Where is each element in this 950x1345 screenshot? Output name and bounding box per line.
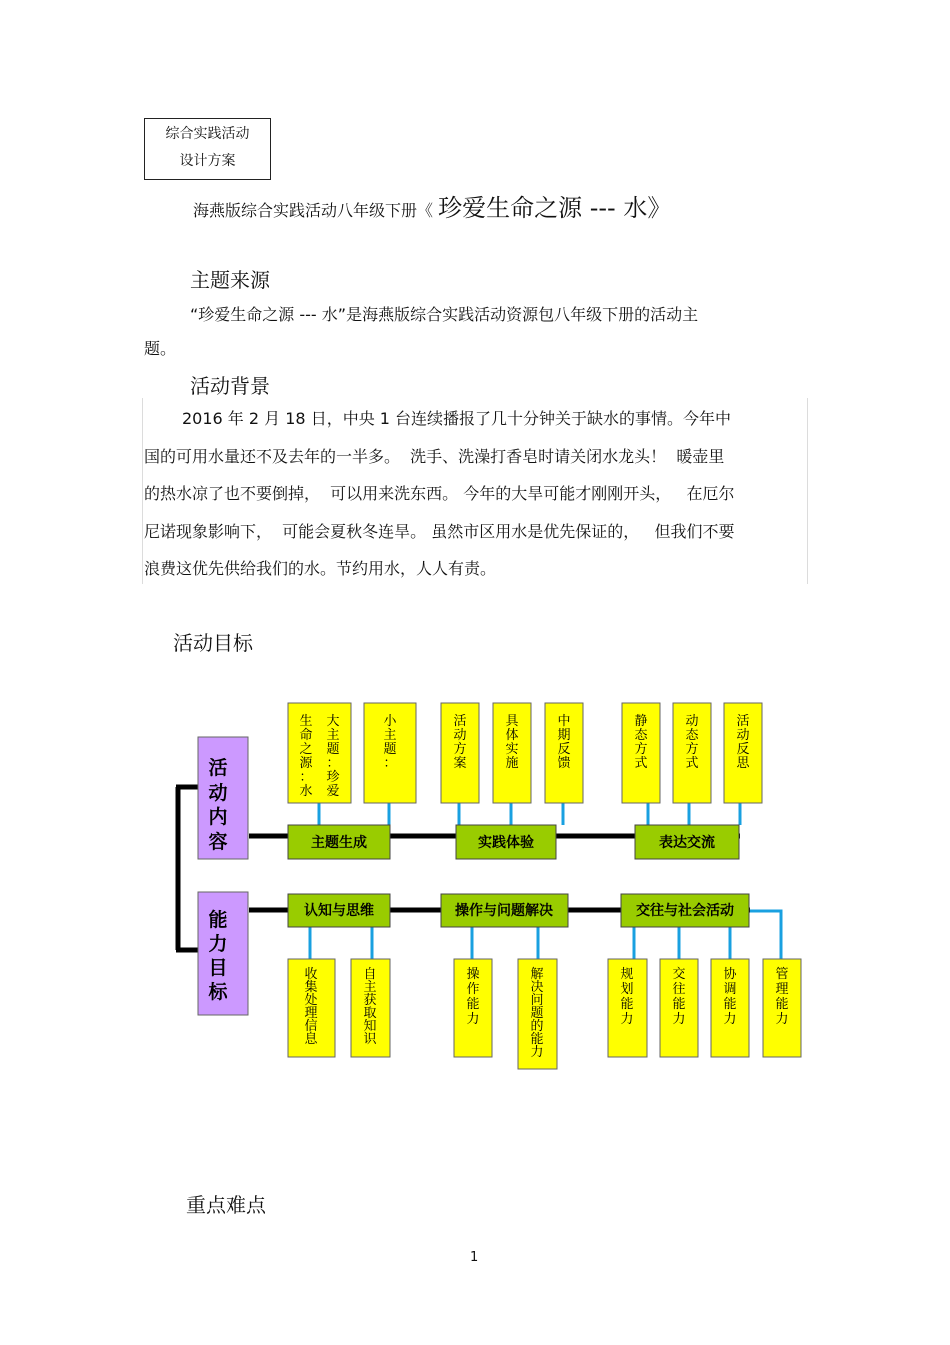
content-box-char: 内 <box>208 806 228 828</box>
heading-background: 活动背景 <box>190 374 270 398</box>
ability-box-char: 力 <box>208 933 228 955</box>
top-leaf-char: 动 <box>685 714 699 729</box>
content-box-char: 容 <box>208 831 228 853</box>
bottom-leaf-char: 主 <box>363 980 377 995</box>
bottom-leaf-char: 协 <box>723 967 737 982</box>
top-leaf-char: ： <box>383 756 397 771</box>
bottom-leaf-char: 理 <box>775 982 789 997</box>
bottom-leaf-char: 自 <box>363 967 377 982</box>
top-leaf-char: ： <box>326 756 340 771</box>
top-leaf-char: 反 <box>736 742 750 757</box>
header-label-line1: 综合实践活动 <box>165 126 250 142</box>
top-leaf-char: 命 <box>299 728 313 743</box>
node-label: 操作与问题解决 <box>455 903 553 919</box>
bottom-leaf-char: 能 <box>530 1032 544 1047</box>
bottom-leaf-char: 问 <box>530 993 544 1008</box>
background-line: 尼诺现象影响下， 可能会夏秋冬连旱。 虽然市区用水是优先保证的， 但我们不要 <box>144 521 735 541</box>
ability-box-char: 能 <box>208 909 228 931</box>
top-leaf-char: 式 <box>634 756 648 771</box>
bottom-leaf-char: 收 <box>304 967 318 982</box>
top-leaf-box <box>288 703 351 803</box>
bottom-leaf-char: 能 <box>620 997 634 1012</box>
top-leaf-char: 实 <box>505 742 519 757</box>
top-leaf-char: 反 <box>557 742 571 757</box>
bottom-leaf-char: 力 <box>723 1012 737 1027</box>
top-leaf-char: 珍 <box>326 770 340 785</box>
top-leaf-char: 源 <box>299 756 313 771</box>
top-leaf-char: 态 <box>634 728 648 743</box>
bottom-leaf-char: 取 <box>363 1006 377 1021</box>
node-label: 实践体验 <box>478 835 534 851</box>
top-leaf-char: 馈 <box>557 756 571 771</box>
bottom-leaf-char: 知 <box>363 1019 377 1034</box>
bottom-leaf-char: 解 <box>530 967 544 982</box>
bottom-leaf-char: 的 <box>530 1019 544 1034</box>
top-leaf-char: 题 <box>326 742 340 757</box>
bottom-leaf-char: 能 <box>775 997 789 1012</box>
node-label: 表达交流 <box>659 835 715 851</box>
title-main: 珍爱生命之源 --- 水》 <box>438 194 672 222</box>
bottom-leaf-char: 能 <box>466 997 480 1012</box>
bottom-leaf-char: 题 <box>530 1006 544 1021</box>
top-leaf-char: 具 <box>505 714 519 729</box>
top-leaf-char: 方 <box>634 742 648 757</box>
heading-key-points: 重点难点 <box>186 1193 266 1217</box>
bottom-leaf-char: 处 <box>304 993 318 1008</box>
top-leaf-char: 活 <box>453 714 467 729</box>
bottom-leaf-char: 理 <box>304 1006 318 1021</box>
bottom-leaf-char: 管 <box>775 967 789 982</box>
bottom-leaf-char: 息 <box>304 1032 318 1047</box>
top-leaf-char: 动 <box>736 728 750 743</box>
bottom-leaf-char: 信 <box>304 1019 318 1034</box>
top-leaf-char: 生 <box>299 714 313 729</box>
top-leaf-char: 期 <box>557 728 571 743</box>
top-leaf-char: 主 <box>383 728 397 743</box>
top-leaf-char: 小 <box>383 714 397 729</box>
top-leaf-char: ： <box>299 770 313 785</box>
bottom-leaf-char: 力 <box>466 1012 480 1027</box>
node-label: 主题生成 <box>311 835 367 851</box>
bottom-leaf-char: 交 <box>672 967 686 982</box>
bottom-leaf-char: 调 <box>723 982 737 997</box>
bottom-leaf-char: 规 <box>620 967 634 982</box>
top-leaf-char: 静 <box>634 714 648 729</box>
top-leaf-char: 之 <box>299 742 313 757</box>
node-label: 交往与社会活动 <box>636 903 734 919</box>
ability-box-char: 目 <box>208 957 228 979</box>
top-leaf-char: 式 <box>685 756 699 771</box>
background-line: 的热水凉了也不要倒掉， 可以用来洗东西。 今年的大旱可能才刚刚开头， 在厄尔 <box>144 484 735 503</box>
bottom-leaf-char: 往 <box>672 982 686 997</box>
top-leaf-char: 施 <box>505 756 519 771</box>
diagram-bracket <box>176 787 198 950</box>
bottom-leaf-char: 能 <box>723 997 737 1012</box>
bottom-leaf-char: 决 <box>530 980 544 995</box>
top-leaf-char: 大 <box>326 714 340 729</box>
heading-source: 主题来源 <box>190 268 270 292</box>
top-leaf-char: 中 <box>557 714 571 729</box>
top-leaf-char: 体 <box>505 728 519 743</box>
top-leaf-char: 案 <box>453 756 467 771</box>
content-box-char: 动 <box>208 782 228 804</box>
page-number: 1 <box>470 1250 479 1265</box>
header-label-line2: 设计方案 <box>179 153 236 169</box>
background-line: 2016 年 2 月 18 日，中央 1 台连续播报了几十分钟关于缺水的事情。今年中 <box>182 409 732 428</box>
diagram-top-connectors <box>319 803 740 825</box>
node-label: 认知与思维 <box>304 903 374 919</box>
bottom-leaf-char: 获 <box>363 993 377 1008</box>
bottom-leaf-char: 力 <box>530 1045 544 1060</box>
bottom-leaf-char: 能 <box>672 997 686 1012</box>
background-line: 浪费这优先供给我们的水。节约用水，人人有责。 <box>144 559 497 578</box>
top-leaf-char: 方 <box>453 742 467 757</box>
bottom-leaf-char: 识 <box>363 1032 377 1047</box>
bottom-leaf-char: 力 <box>672 1012 686 1027</box>
bottom-leaf-char: 力 <box>620 1012 634 1027</box>
source-line2: 题。 <box>144 339 177 358</box>
top-leaf-char: 题 <box>383 742 397 757</box>
ability-box-char: 标 <box>208 981 228 1003</box>
top-leaf-char: 方 <box>685 742 699 757</box>
top-leaf-char: 水 <box>299 784 313 799</box>
top-leaf-char: 动 <box>453 728 467 743</box>
bottom-leaf-char: 划 <box>620 982 634 997</box>
bottom-leaf-char: 力 <box>775 1012 789 1027</box>
title-prefix: 海燕版综合实践活动八年级下册《 <box>193 201 434 220</box>
top-leaf-char: 活 <box>736 714 750 729</box>
bottom-leaf-char: 集 <box>304 980 318 995</box>
top-leaf-char: 爱 <box>326 784 340 799</box>
heading-goal: 活动目标 <box>173 631 253 655</box>
top-leaf-char: 态 <box>685 728 699 743</box>
bottom-leaf-char: 操 <box>466 967 480 982</box>
content-box-char: 活 <box>208 757 228 779</box>
top-leaf-char: 思 <box>736 756 750 771</box>
bottom-leaf-char: 作 <box>466 982 480 997</box>
source-line1: “珍爱生命之源 --- 水”是海燕版综合实践活动资源包八年级下册的活动主 <box>190 305 699 324</box>
top-leaf-char: 主 <box>326 728 340 743</box>
background-line: 国的可用水量还不及去年的一半多。 洗手、洗澡打香皂时请关闭水龙头！ 暖壶里 <box>144 446 725 466</box>
